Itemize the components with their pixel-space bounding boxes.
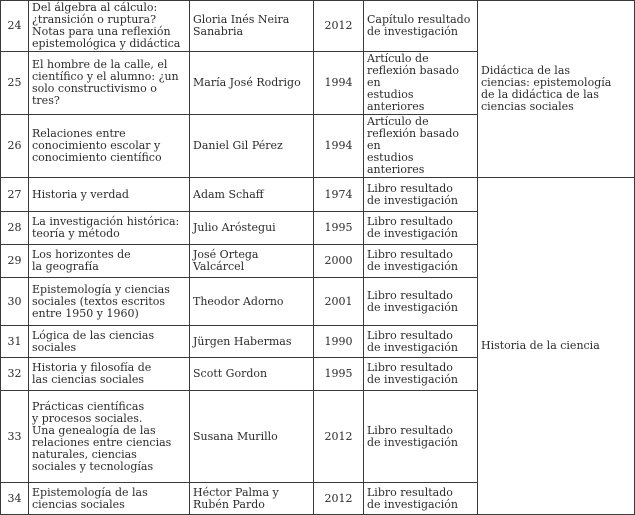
- work-title: Epistemología y ciencias sociales (textos escritos entre 1950 y 1960): [29, 278, 190, 326]
- work-type: Capítulo resultado de investigación: [364, 1, 478, 52]
- work-year: 2001: [314, 278, 364, 326]
- work-year: 1995: [314, 212, 364, 245]
- work-author: Daniel Gil Pérez: [190, 115, 314, 178]
- work-type: Artículo de reflexión basado en estudios anteriores: [364, 52, 478, 115]
- work-title: Relaciones entre conocimiento escolar y conocimiento científico: [29, 115, 190, 178]
- work-type: Libro resultado de investigación: [364, 178, 478, 212]
- work-year: 1995: [314, 358, 364, 391]
- work-title: Del álgebra al cálculo: ¿transición o ruptura? Notas para una reflexión epistemológica y didáctica: [29, 1, 190, 52]
- work-author: Héctor Palma y Rubén Pardo: [190, 483, 314, 515]
- row-number: 32: [1, 358, 29, 391]
- work-author: Gloria Inés Neira Sanabria: [190, 1, 314, 52]
- work-title: Prácticas científicas y procesos sociales. Una genealogía de las relaciones entre ciencias naturales, ciencias sociales y tecnologías: [29, 391, 190, 483]
- row-number: 28: [1, 212, 29, 245]
- work-author: Scott Gordon: [190, 358, 314, 391]
- work-year: 1974: [314, 178, 364, 212]
- work-type: Libro resultado de investigación: [364, 278, 478, 326]
- topic-historia: Historia de la ciencia: [478, 178, 635, 515]
- work-year: 1994: [314, 52, 364, 115]
- work-author: José Ortega Valcárcel: [190, 245, 314, 278]
- work-title: Historia y verdad: [29, 178, 190, 212]
- work-title: Historia y filosofía de las ciencias sociales: [29, 358, 190, 391]
- topic-didactica: Didáctica de las ciencias: epistemología de la didáctica de las ciencias sociales: [478, 1, 635, 178]
- row-number: 31: [1, 326, 29, 358]
- work-title: Epistemología de las ciencias sociales: [29, 483, 190, 515]
- work-title: Los horizontes de la geografía: [29, 245, 190, 278]
- work-year: 2000: [314, 245, 364, 278]
- work-year: 2012: [314, 1, 364, 52]
- row-number: 26: [1, 115, 29, 178]
- work-year: 2012: [314, 391, 364, 483]
- work-type: Libro resultado de investigación: [364, 391, 478, 483]
- work-title: Lógica de las ciencias sociales: [29, 326, 190, 358]
- work-author: Jürgen Habermas: [190, 326, 314, 358]
- work-type: Libro resultado de investigación: [364, 483, 478, 515]
- work-type: Libro resultado de investigación: [364, 326, 478, 358]
- work-author: Adam Schaff: [190, 178, 314, 212]
- work-type: Libro resultado de investigación: [364, 245, 478, 278]
- work-year: 1994: [314, 115, 364, 178]
- row-number: 29: [1, 245, 29, 278]
- row-number: 24: [1, 1, 29, 52]
- row-number: 30: [1, 278, 29, 326]
- work-year: 1990: [314, 326, 364, 358]
- table-row: [1, 178, 635, 212]
- row-number: 34: [1, 483, 29, 515]
- work-author: María José Rodrigo: [190, 52, 314, 115]
- work-author: Julio Aróstegui: [190, 212, 314, 245]
- row-number: 27: [1, 178, 29, 212]
- work-year: 2012: [314, 483, 364, 515]
- work-type: Artículo de reflexión basado en estudios anteriores: [364, 115, 478, 178]
- work-type: Libro resultado de investigación: [364, 212, 478, 245]
- row-number: 25: [1, 52, 29, 115]
- row-number: 33: [1, 391, 29, 483]
- work-type: Libro resultado de investigación: [364, 358, 478, 391]
- work-title: El hombre de la calle, el científico y el alumno: ¿un solo constructivismo o tres?: [29, 52, 190, 115]
- work-title: La investigación histórica: teoría y método: [29, 212, 190, 245]
- work-author: Theodor Adorno: [190, 278, 314, 326]
- work-author: Susana Murillo: [190, 391, 314, 483]
- table-row: [1, 1, 635, 52]
